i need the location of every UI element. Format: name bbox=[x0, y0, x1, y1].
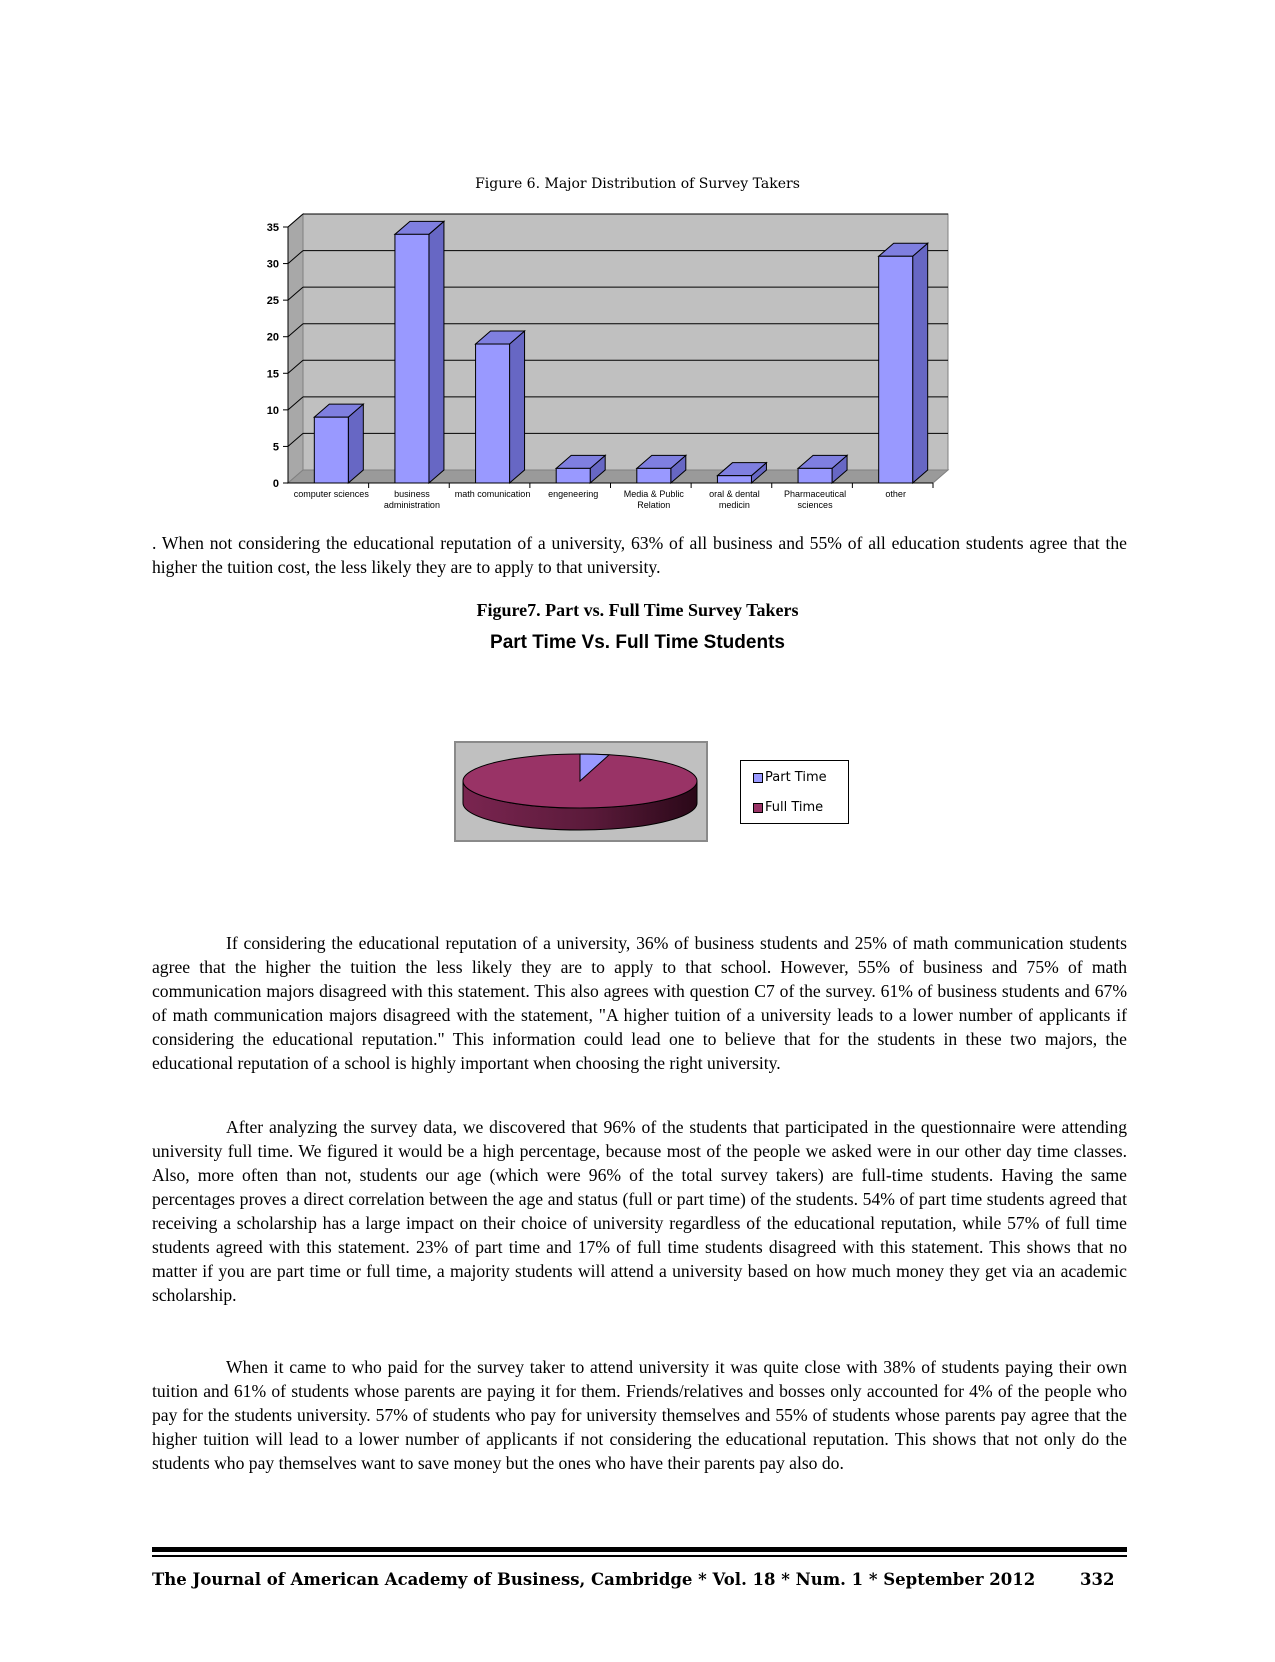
x-tick-label-line: other bbox=[885, 489, 906, 499]
y-tick-label: 35 bbox=[266, 222, 279, 234]
x-tick-label bbox=[384, 489, 440, 510]
legend-label-full-time: Full Time bbox=[765, 800, 824, 815]
footer-journal-citation: The Journal of American Academy of Business, Cambridge * Vol. 18 * Num. 1 * September 2012 bbox=[152, 1570, 1036, 1589]
bar-front bbox=[476, 344, 510, 483]
paragraph-full-time-analysis: After analyzing the survey data, we discovered that 96% of the students that participated in the questionnaire were attending university full time. We figured it would be a high percentage, because most of the people we asked were in our other day time classes. Also, more often than not, students our age (which were 96% of the total survey takers) are full-time students. Having the same percentages proves a direct correlation between the age and status (full or part time) of the students. 54% of part time students agreed that receiving a scholarship has a large impact on their choice of university regardless of the educational reputation, while 57% of full time students agreed with this statement. 23% of part time and 17% of full time students disagreed with this statement. This shows that no matter if you are part time or full time, a majority students will attend a university based on how much money they get via an academic scholarship. bbox=[152, 1117, 1127, 1305]
x-tick-label-line: business bbox=[394, 489, 430, 499]
bar-front bbox=[395, 234, 429, 483]
pie-chart-plot-area bbox=[454, 741, 708, 842]
footer-rule-thick bbox=[152, 1547, 1127, 1552]
bar-front bbox=[556, 468, 590, 483]
bar bbox=[476, 331, 525, 483]
paragraph-who-pays: When it came to who paid for the survey taker to attend university it was quite close with 38% of students paying their own tuition and 61% of students whose parents are paying it for them. Friends/relatives and bosses only accounted for 4% of the people who pay for the students university. 57% of students who pay for university themselves and 55% of students whose parents pay agree that the higher tuition will lead to a lower number of applicants if not considering the educational reputation. This shows that not only do the students who pay themselves want to save money but the ones who have their parents pay also do. bbox=[152, 1357, 1127, 1473]
x-tick-label-line: Media & Public bbox=[623, 489, 684, 499]
x-tick-label-line: oral & dental bbox=[709, 489, 760, 499]
x-tick-label bbox=[709, 489, 760, 510]
y-tick-label: 5 bbox=[272, 441, 279, 454]
y-tick-label: 25 bbox=[266, 295, 279, 308]
y-tick-label: 20 bbox=[266, 331, 279, 344]
x-tick-label bbox=[624, 489, 685, 510]
x-tick-label-line: Relation bbox=[637, 500, 671, 510]
legend-item-part-time bbox=[753, 770, 827, 785]
x-tick-label-line: medicin bbox=[718, 500, 750, 510]
bar-side bbox=[429, 221, 444, 483]
bar-side bbox=[348, 404, 363, 483]
paragraph-tuition-no-reputation: . When not considering the educational reputation of a university, 63% of all business and 55% of all education students agree that the higher the tuition cost, the less likely they are to apply to that university. bbox=[152, 533, 1127, 577]
footer-page-number: 332 bbox=[1080, 1570, 1115, 1589]
y-tick-label: 15 bbox=[266, 368, 279, 381]
pie-chart bbox=[456, 743, 706, 840]
figure-6-caption: Figure 6. Major Distribution of Survey Takers bbox=[475, 176, 800, 192]
bar-front bbox=[798, 468, 832, 483]
legend-item-full-time bbox=[753, 800, 823, 815]
y-tick-label: 0 bbox=[272, 478, 279, 490]
legend-swatch-part-time bbox=[753, 773, 763, 783]
bar-front bbox=[314, 417, 348, 483]
paragraph-tuition-with-reputation: If considering the educational reputation of a university, 36% of business students and 25% of math communication students agree that the higher the tuition the less likely they are to apply to that school. However, 55% of business and 75% of math communication majors disagreed with this statement. This also agrees with question C7 of the survey. 61% of business students and 67% of math communication majors disagreed with the statement, "A higher tuition of a university leads to a lower number of applicants if considering the educational reputation." This information could lead one to believe that for the students in these two majors, the educational reputation of a school is highly important when choosing the right university. bbox=[152, 933, 1127, 1073]
bar-chart-major-distribution bbox=[255, 208, 1025, 518]
figure-7-caption: Figure7. Part vs. Full Time Survey Takers bbox=[476, 600, 799, 620]
plot-side-wall bbox=[288, 214, 303, 483]
x-tick-label bbox=[548, 489, 598, 499]
pie-chart-legend bbox=[740, 760, 849, 824]
bar-front bbox=[717, 476, 751, 483]
x-tick-label bbox=[784, 489, 846, 510]
x-tick-label-line: sciences bbox=[797, 500, 833, 510]
bar-side bbox=[913, 243, 928, 483]
bar bbox=[314, 404, 363, 483]
legend-swatch-full-time bbox=[753, 803, 763, 813]
bar bbox=[879, 243, 928, 483]
pie-chart-title: Part Time Vs. Full Time Students bbox=[490, 632, 785, 653]
x-tick-label bbox=[455, 489, 531, 499]
x-tick-label-line: Pharmaceutical bbox=[784, 489, 847, 499]
x-tick-label-line: math comunication bbox=[454, 489, 531, 499]
bar-front bbox=[637, 468, 671, 483]
y-tick-label: 30 bbox=[266, 258, 279, 271]
x-tick-label bbox=[294, 489, 370, 499]
x-tick-label bbox=[885, 489, 906, 499]
bar bbox=[395, 221, 444, 483]
bar-side bbox=[510, 331, 525, 483]
plot-floor bbox=[288, 470, 948, 483]
y-tick-label: 10 bbox=[266, 404, 279, 417]
x-tick-label-line: computer sciences bbox=[293, 489, 369, 499]
legend-label-part-time: Part Time bbox=[765, 770, 827, 785]
footer-rule-thin bbox=[152, 1555, 1127, 1557]
bar-front bbox=[879, 256, 913, 483]
x-tick-label-line: administration bbox=[383, 500, 440, 510]
x-tick-label-line: engeneering bbox=[548, 489, 599, 499]
